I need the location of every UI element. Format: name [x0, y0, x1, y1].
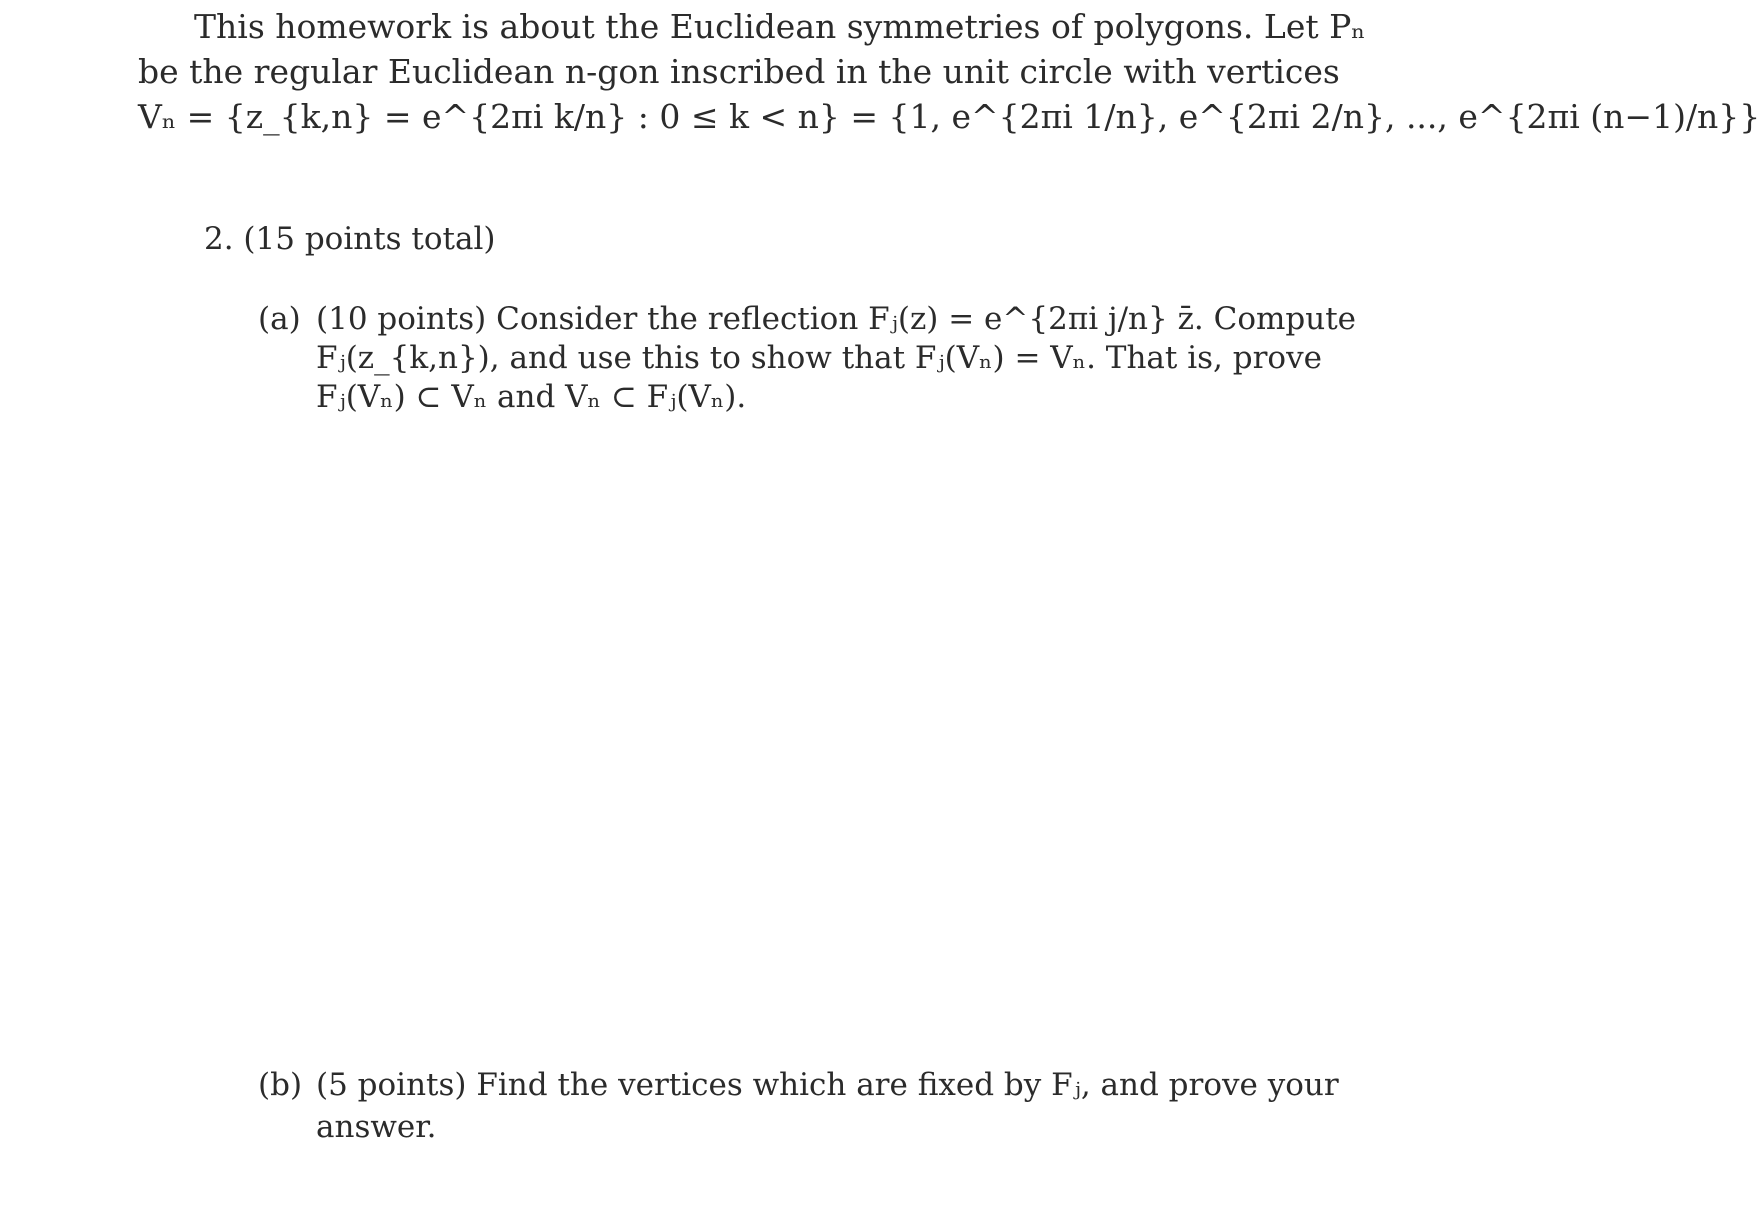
part-a-line-1: (10 points) Consider the reflection Fⱼ(z) = e^{2πi j/n} z̄. Compute [316, 301, 1356, 337]
part-b-label: (b) [258, 1067, 303, 1103]
part-b-line-2: answer. [316, 1109, 437, 1145]
intro-line-2: be the regular Euclidean n-gon inscribed in the unit circle with vertices [138, 52, 1340, 91]
part-b-line-1: (5 points) Find the vertices which are fixed by Fⱼ, and prove your [316, 1067, 1339, 1103]
part-a-label: (a) [258, 301, 301, 337]
part-a [258, 300, 1356, 417]
part-b [258, 1066, 1339, 1147]
intro-line-1: This homework is about the Euclidean symmetries of polygons. Let Pₙ [194, 7, 1366, 46]
part-a-line-3: Fⱼ(Vₙ) ⊂ Vₙ and Vₙ ⊂ Fⱼ(Vₙ). [316, 379, 747, 415]
part-b-text [316, 1066, 1339, 1147]
question-2-header: 2. (15 points total) [204, 221, 496, 257]
part-a-text [316, 300, 1356, 417]
part-a-line-2: Fⱼ(z_{k,n}), and use this to show that Fⱼ(Vₙ) = Vₙ. That is, prove [316, 340, 1322, 376]
intro-line-3-vertex-set: Vₙ = {z_{k,n} = e^{2πi k/n} : 0 ≤ k < n} = {1, e^{2πi 1/n}, e^{2πi 2/n}, ..., e^{2πi (n−1)/n}} [138, 97, 1760, 136]
intro-paragraph [138, 4, 1760, 139]
